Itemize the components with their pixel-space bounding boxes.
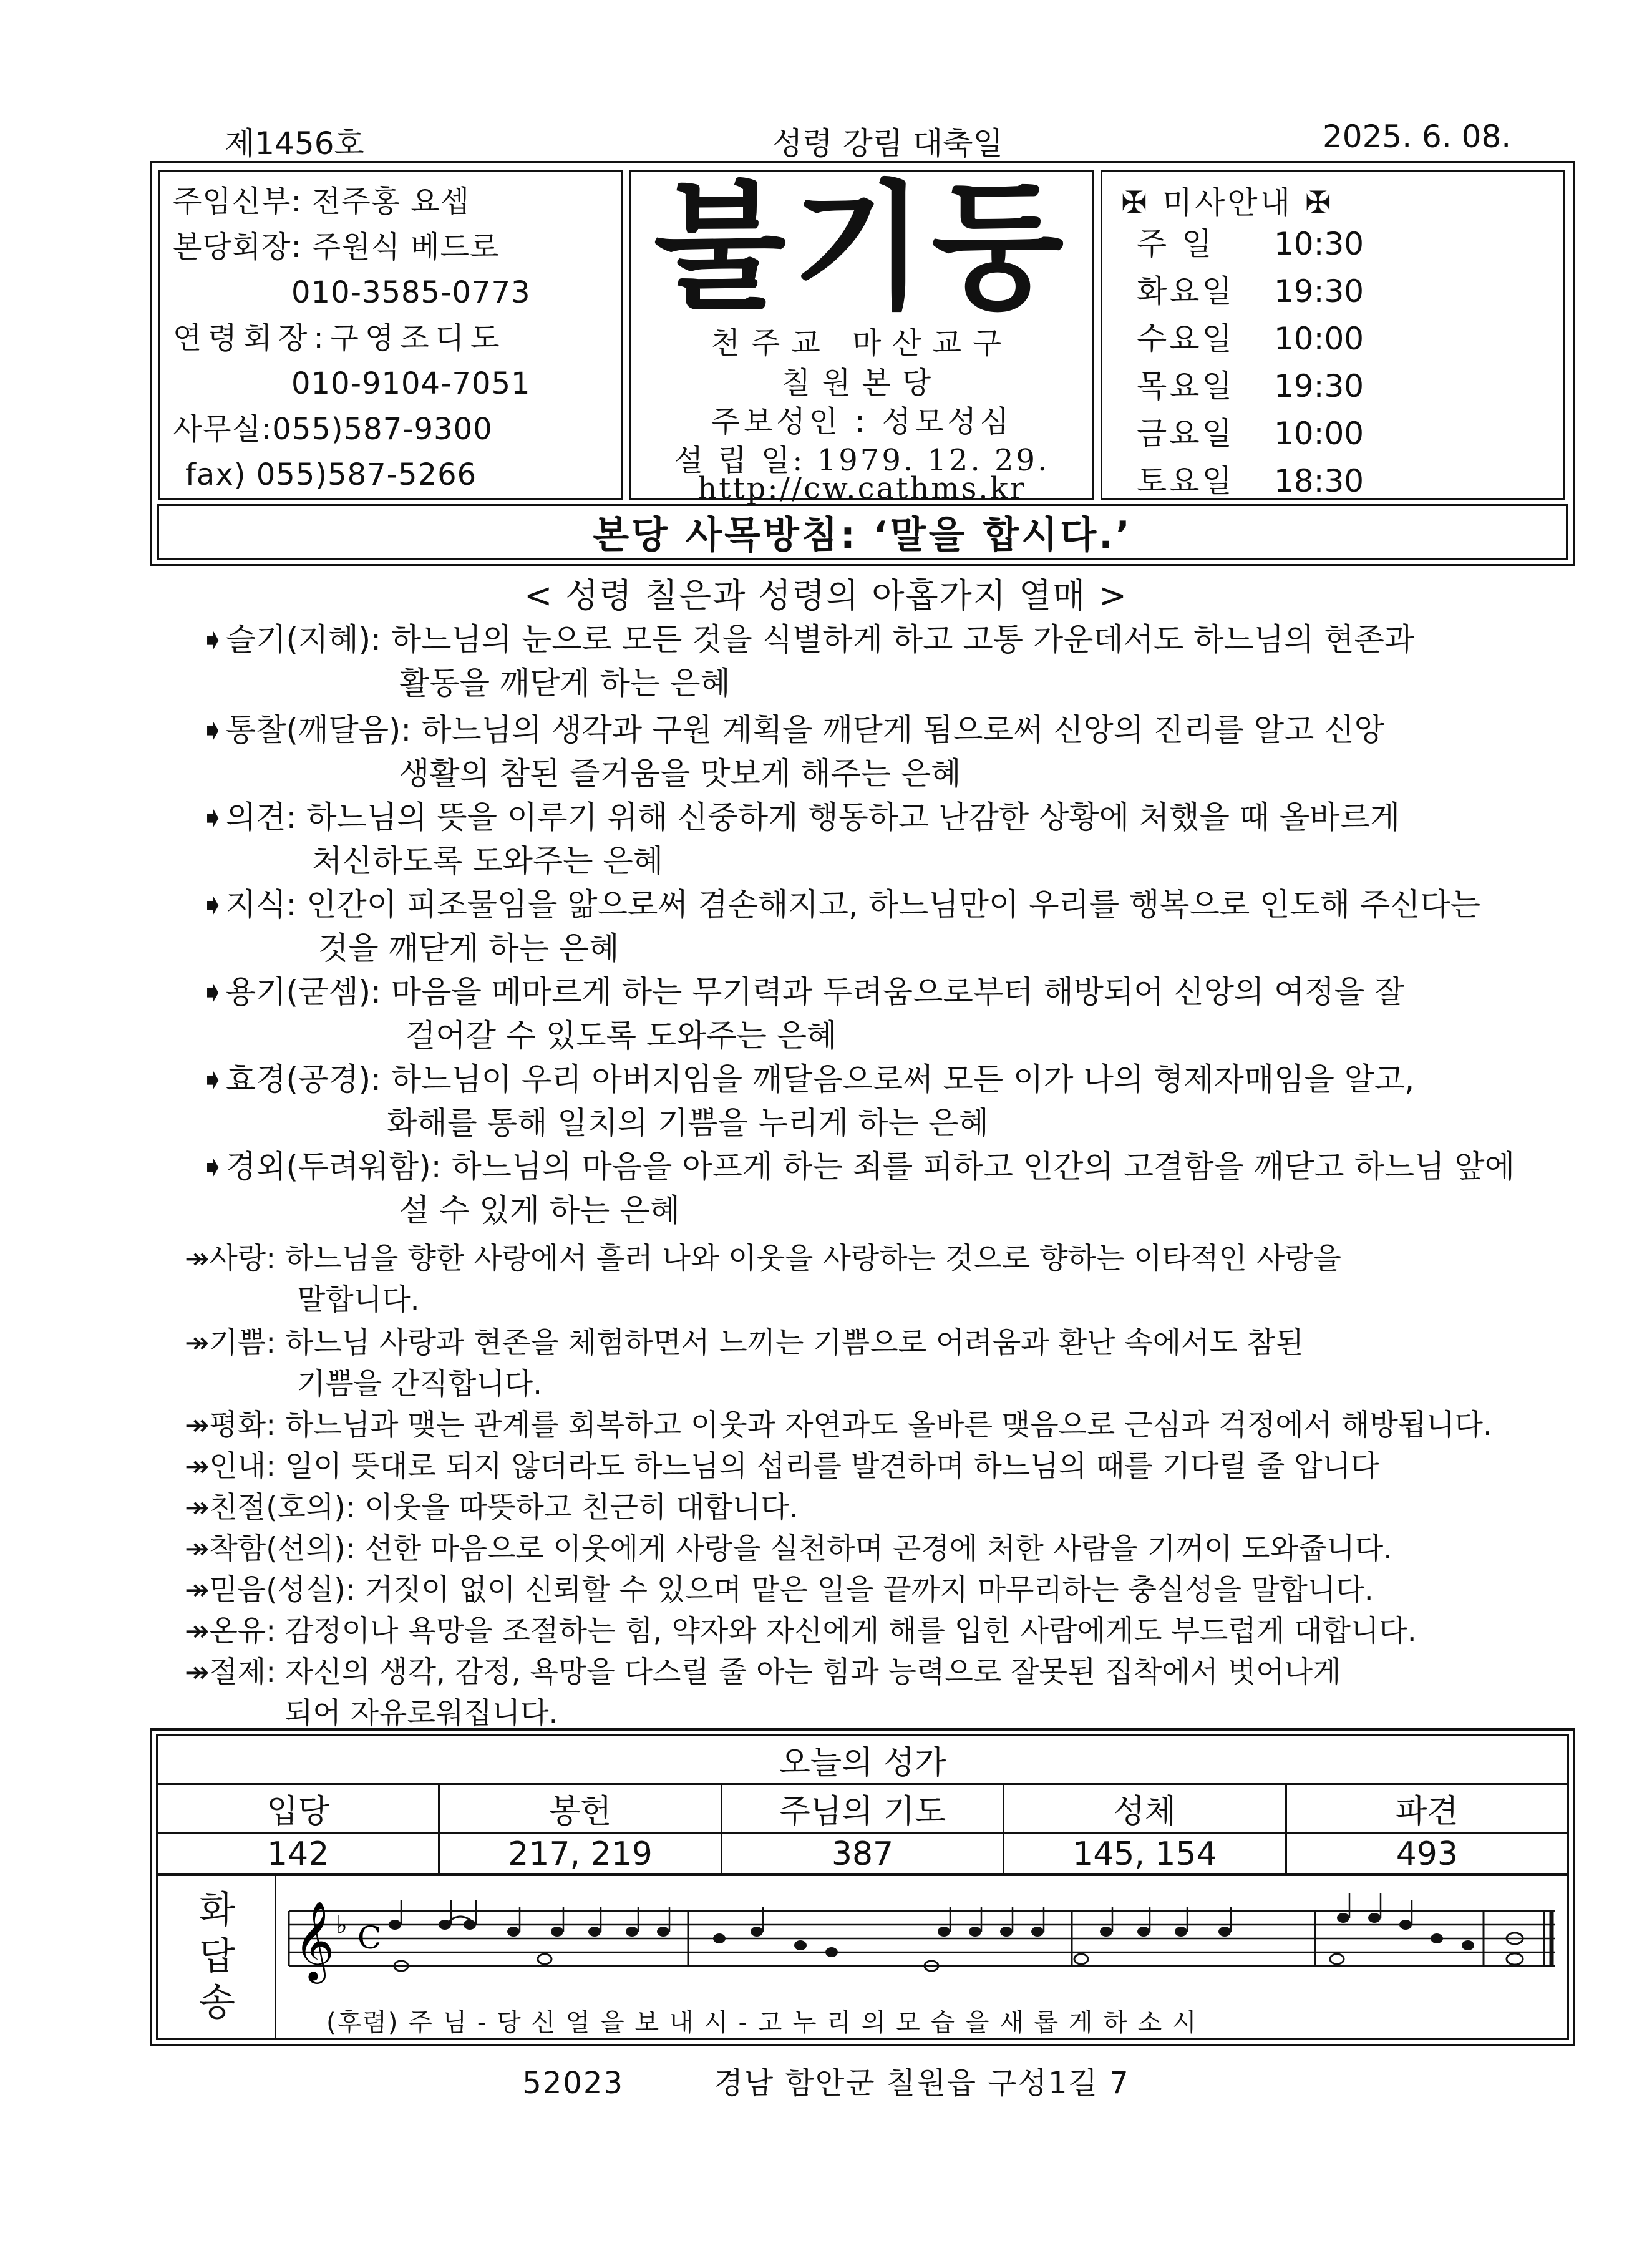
hymn-number: 145, 154 bbox=[1004, 1833, 1286, 1875]
fruit-item bbox=[185, 1652, 1595, 1734]
hymn-title: 오늘의 성가 bbox=[157, 1736, 1568, 1784]
gift-text: 용기(굳셈): 마음을 메마르게 하는 무기력과 두려움으로부터 해방되어 신앙의 여정을 잘 bbox=[225, 974, 1405, 1010]
mass-row bbox=[1137, 410, 1364, 457]
hymn-number: 387 bbox=[721, 1833, 1003, 1875]
website-url[interactable]: http://cw.cathms.kr bbox=[697, 471, 1026, 506]
flat-icon: ♭ bbox=[336, 1911, 347, 1940]
mass-day: 화요일 bbox=[1137, 273, 1235, 309]
fruit-item bbox=[185, 1323, 1595, 1405]
hymn-column-header: 주님의 기도 bbox=[721, 1784, 1003, 1833]
mass-time: 18:30 bbox=[1274, 463, 1364, 499]
gift-text-cont: 걸어갈 수 있도록 도와주는 은혜 bbox=[406, 1018, 837, 1054]
arrow-bullet-icon: ↠ bbox=[185, 1449, 210, 1484]
psalm-row bbox=[156, 1873, 1569, 2040]
fruit-text: 친절(호의): 이웃을 따뜻하고 친근히 대합니다. bbox=[209, 1490, 799, 1525]
mass-day: 목요일 bbox=[1137, 368, 1235, 404]
fruit-text: 평화: 하느님과 맺는 관계를 회복하고 이웃과 자연과도 올바른 맺음으로 근심과 걱정에서 해방됩니다. bbox=[209, 1408, 1492, 1442]
arrow-bullet-icon: ➧ bbox=[200, 621, 226, 658]
mass-time: 10:00 bbox=[1274, 321, 1364, 357]
fruit-text: 믿음(성실): 거짓이 없이 신뢰할 수 있으며 맡은 일을 끝까지 마무리하는 충실성을 말합니다. bbox=[209, 1573, 1374, 1607]
issue-date: 2025. 6. 08. bbox=[1323, 119, 1512, 155]
fax-number: fax) 055)587-5266 bbox=[185, 457, 477, 492]
youth-phone: 010-9104-7051 bbox=[291, 366, 531, 401]
note-stems bbox=[401, 1893, 1412, 1932]
fruit-text: 착함(선의): 선한 마음으로 이웃에게 사랑을 실천하며 곤경에 처한 사람을 기꺼이 도와줍니다. bbox=[209, 1532, 1393, 1566]
diocese: 천주교 마산교구 bbox=[711, 326, 1013, 361]
mass-day: 수요일 bbox=[1137, 321, 1235, 357]
office-phone: 사무실:055)587-9300 bbox=[173, 412, 493, 447]
fruit-item bbox=[185, 1487, 1595, 1529]
common-time-icon: C bbox=[357, 1920, 382, 1956]
arrow-bullet-icon: ➧ bbox=[200, 974, 226, 1010]
gift-text: 경외(두려워함): 하느님의 마음을 아프게 하는 죄를 피하고 인간의 고결함을 깨닫고 하느님 앞에 bbox=[225, 1149, 1515, 1185]
patron-saint: 주보성인 : 성모성심 bbox=[711, 404, 1013, 439]
mass-row bbox=[1137, 457, 1364, 505]
hymn-column-header: 성체 bbox=[1004, 1784, 1286, 1833]
gift-text: 슬기(지혜): 하느님의 눈으로 모든 것을 식별하게 하고 고통 가운데서도 하느님의 현존과 bbox=[225, 621, 1415, 658]
fruit-item bbox=[185, 1570, 1595, 1611]
president-phone: 010-3585-0773 bbox=[291, 275, 531, 310]
founded-date: 설 립 일: 1979. 12. 29. bbox=[674, 443, 1050, 478]
masthead-box bbox=[629, 168, 1094, 506]
fruit-text: 온유: 감정이나 욕망을 조절하는 힘, 약자와 자신에게 해를 입힌 사람에게도 부드럽게 대합니다. bbox=[209, 1614, 1417, 1648]
mass-day: 주 일 bbox=[1137, 226, 1215, 262]
arrow-bullet-icon: ↠ bbox=[185, 1408, 210, 1442]
hymn-number: 217, 219 bbox=[439, 1833, 722, 1875]
gift-item bbox=[200, 795, 1572, 883]
fruit-item bbox=[185, 1238, 1595, 1321]
arrow-bullet-icon: ➧ bbox=[200, 1061, 226, 1097]
mass-day: 토요일 bbox=[1137, 463, 1235, 499]
mass-row bbox=[1137, 315, 1364, 362]
arrow-bullet-icon: ↠ bbox=[185, 1532, 210, 1566]
note-heads bbox=[389, 1913, 1474, 1957]
hymn-column-header: 파견 bbox=[1286, 1784, 1568, 1833]
psalm-lyrics: (후렴) 주 님 - 당 신 얼 을 보 내 시 - 고 누 리 의 모 습 을 새 롭 게 하 소 시 bbox=[326, 2008, 1198, 2037]
arrow-bullet-icon: ➧ bbox=[200, 799, 226, 835]
mass-row bbox=[1137, 362, 1364, 410]
fruit-text: 사랑: 하느님을 향한 사랑에서 흘러 나와 이웃을 사랑하는 것으로 향하는 이타적인 사랑을 bbox=[209, 1242, 1342, 1276]
contacts-box bbox=[158, 170, 623, 500]
pastoral-motto: 본당 사목방침: ‘말을 합시다.’ bbox=[157, 504, 1568, 560]
issue-number: 제1456호 bbox=[225, 125, 364, 162]
gift-text-cont: 생활의 참된 즐거움을 맛보게 해주는 은혜 bbox=[399, 756, 961, 792]
gift-text-cont: 활동을 깨닫게 하는 은혜 bbox=[399, 665, 731, 701]
masthead-title: 불기둥 bbox=[653, 168, 1071, 328]
youth-president: 연령회장:구영조디도 bbox=[173, 321, 506, 356]
occasion-title: 성령 강림 대축일 bbox=[772, 125, 1003, 162]
fruit-item bbox=[185, 1446, 1595, 1487]
gift-text: 지식: 인간이 피조물임을 앎으로써 겸손해지고, 하느님만이 우리를 행복으로 인도해 주신다는 bbox=[225, 887, 1481, 923]
hymn-column-header: 봉헌 bbox=[439, 1784, 722, 1833]
fruit-text-cont: 기쁨을 간직합니다. bbox=[297, 1367, 543, 1401]
mass-schedule-box bbox=[1101, 170, 1565, 500]
mass-time: 19:30 bbox=[1274, 368, 1364, 404]
mass-row bbox=[1137, 220, 1364, 268]
footer-address bbox=[0, 2059, 1652, 2102]
gift-item bbox=[200, 1058, 1572, 1145]
psalm-music-score bbox=[283, 1886, 1562, 2005]
gift-text-cont: 화해를 통해 일치의 기쁨을 누리게 하는 은혜 bbox=[387, 1105, 989, 1141]
arrow-bullet-icon: ➧ bbox=[200, 1149, 226, 1185]
arrow-bullet-icon: ↠ bbox=[185, 1573, 210, 1607]
fruit-item bbox=[185, 1529, 1595, 1570]
staff-lines bbox=[289, 1911, 1555, 1966]
mass-row bbox=[1137, 268, 1364, 315]
arrow-bullet-icon: ➧ bbox=[200, 887, 226, 923]
gift-item bbox=[200, 970, 1572, 1058]
arrow-bullet-icon: ↠ bbox=[185, 1326, 210, 1360]
arrow-bullet-icon: ↠ bbox=[185, 1490, 210, 1525]
psalm-label-cell bbox=[158, 1875, 276, 2038]
mass-title: ✠ 미사안내 ✠ bbox=[1121, 185, 1334, 221]
fruit-item bbox=[185, 1611, 1595, 1652]
arrow-bullet-icon: ↠ bbox=[185, 1614, 210, 1648]
fruit-text: 기쁨: 하느님 사랑과 현존을 체험하면서 느끼는 기쁨으로 어려움과 환난 속에서도 참된 bbox=[209, 1326, 1304, 1360]
gift-text-cont: 것을 깨닫게 하는 은혜 bbox=[318, 930, 620, 966]
gift-text: 의견: 하느님의 뜻을 이루기 위해 신중하게 행동하고 난감한 상황에 처했을 때 올바르게 bbox=[225, 799, 1401, 835]
section-title: < 성령 칠은과 성령의 아홉가지 열매 > bbox=[524, 576, 1128, 615]
gift-item bbox=[200, 708, 1572, 795]
address: 경남 함안군 칠원읍 구성1길 7 bbox=[714, 2066, 1130, 2101]
fruit-text: 절제: 자신의 생각, 감정, 욕망을 다스릴 줄 아는 힘과 능력으로 잘못된 집착에서 벗어나게 bbox=[209, 1655, 1341, 1690]
hymn-column-header: 입당 bbox=[157, 1784, 439, 1833]
gift-text-cont: 설 수 있게 하는 은혜 bbox=[399, 1192, 680, 1228]
fruit-text-cont: 되어 자유로워집니다. bbox=[284, 1696, 558, 1731]
gift-item bbox=[200, 1145, 1572, 1232]
arrow-bullet-icon: ↠ bbox=[185, 1655, 210, 1690]
parish: 칠원본당 bbox=[781, 366, 943, 401]
gift-text: 효경(공경): 하느님이 우리 아버지임을 깨달음으로써 모든 이가 나의 형제자매임을 알고, bbox=[225, 1061, 1415, 1097]
hymn-table-box bbox=[150, 1728, 1575, 2046]
arrow-bullet-icon: ↠ bbox=[185, 1242, 210, 1276]
treble-clef-icon: 𝄞 bbox=[294, 1900, 335, 1980]
gift-item bbox=[200, 883, 1572, 970]
mass-time: 10:00 bbox=[1274, 416, 1364, 452]
psalm-label: 화답송 bbox=[199, 1889, 235, 2025]
priest: 주임신부: 전주홍 요셉 bbox=[173, 184, 470, 219]
gift-item bbox=[200, 618, 1572, 705]
fruit-item bbox=[185, 1405, 1595, 1446]
mass-time: 19:30 bbox=[1274, 273, 1364, 309]
postal-code: 52023 bbox=[522, 2066, 624, 2101]
arrow-bullet-icon: ➧ bbox=[200, 712, 226, 748]
gift-text: 통찰(깨달음): 하느님의 생각과 구원 계획을 깨닫게 됨으로써 신앙의 진리를 알고 신앙 bbox=[225, 712, 1384, 748]
mass-day: 금요일 bbox=[1137, 416, 1235, 452]
fruit-text-cont: 말합니다. bbox=[297, 1283, 420, 1317]
hymn-number: 142 bbox=[157, 1833, 439, 1875]
gift-text-cont: 처신하도록 도와주는 은혜 bbox=[312, 843, 664, 879]
mass-time: 10:30 bbox=[1274, 226, 1364, 262]
hymn-number: 493 bbox=[1286, 1833, 1568, 1875]
president: 본당회장: 주원식 베드로 bbox=[173, 230, 500, 265]
hymn-table bbox=[156, 1734, 1569, 1876]
fruit-text: 인내: 일이 뜻대로 되지 않더라도 하느님의 섭리를 발견하며 하느님의 때를 기다릴 줄 압니다 bbox=[209, 1449, 1379, 1484]
